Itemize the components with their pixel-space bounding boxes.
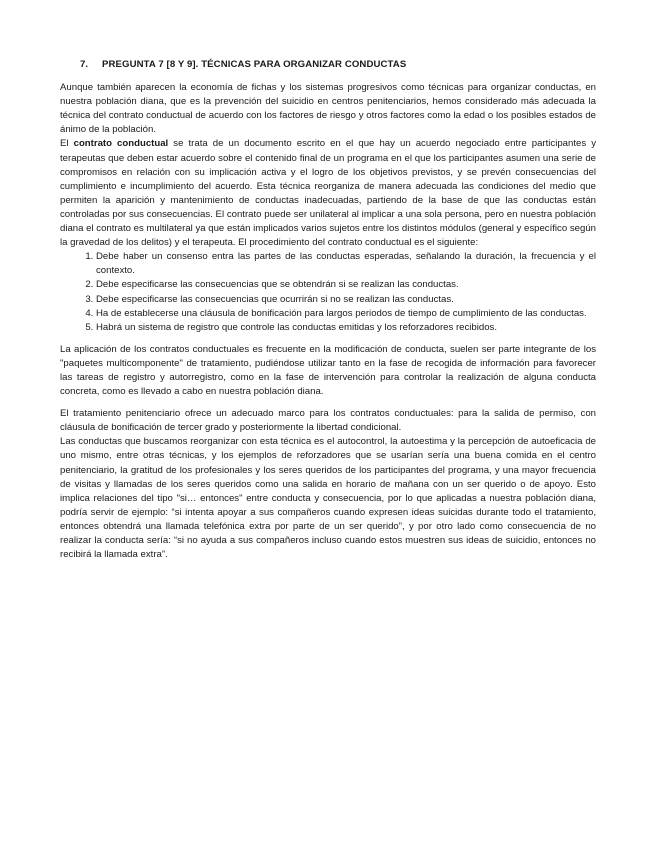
list-item: 1. Debe haber un consenso entra las partes de las conductas esperadas, señalando la duración, la frecuencia y el contexto.	[96, 250, 596, 278]
intro-paragraph: Aunque también aparecen la economía de fichas y los sistemas progresivos como técnicas para organizar conductas, en nuestra población diana, que es la prevención del suicidio en centros penitenciarios, hemos considerado más adecuada la técnica del contrato conductual de acuerdo con los factores de riesgo y otros factores como la edad o los posibles estados de ánimo de la población.	[60, 82, 596, 136]
behaviors-paragraph: Las conductas que buscamos reorganizar con esta técnica es el autocontrol, la autoestima y la percepción de autoeficacia de uno mismo, entre otras técnicas, y los ejemplos de reforzadores que se usarían sería una buena comida en el centro penitenciario, la gratitud de los profesionales y los seres queridos de los participantes del programa, y una mayor frecuencia de visitas y llamadas de los seres queridos como una salida en horario de mañana con un ser querido o de apoyo. Esto implica relaciones del tipo "si… entonces" entre conducta y consecuencia, por lo que aplicadas a nuestra población diana, podría servir de ejemplo: “si intenta apoyar a sus compañeros cuando expresen ideas suicidas durante todo el tratamiento, entonces obtendrá una llamada telefónica extra por parte de un ser querido”, y por otro lado como consecuencia de no realizar la conducta sería: “si no ayuda a sus compañeros incluso cuando estos muestren sus ideas de suicidio, entonces no recibirá la llamada extra”.	[60, 436, 596, 561]
paragraph-body: se trata de un documento escrito en el que hay un acuerdo negociado entre participantes y terapeutas que deben estar acuerdo sobre el contenido final de un programa en el que los participantes asumen una serie de compromisos en relación con su implicación activa y el logro de los objetivos previstos, y se prevén consecuencias del cumplimiento e incumplimiento del acuerdo. Esta técnica reorganiza de manera adecuada las condiciones del medio que permiten la aparición y mantenimiento de conductas inadecuadas, partiendo de la base de que las conductas están controladas por sus consecuencias. El contrato puede ser unilateral al implicar a una sola persona, pero en nuestra población diana el contrato es multilateral ya que están implicados varios sujetos entre los distintos módulos (general y específico según la gravedad de los delitos) y el terapeuta. El procedimiento del contrato conductual es el siguiente:	[60, 138, 596, 249]
penitentiary-paragraph: El tratamiento penitenciario ofrece un adecuado marco para los contratos conductuales: para la salida de permiso, con cláusula de bonificación de tercer grado y posteriormente la libertad condicional.	[60, 408, 596, 434]
document-body	[60, 58, 596, 562]
contract-definition-paragraph	[60, 137, 596, 250]
bold-term: contrato conductual	[73, 138, 169, 150]
paragraph-prefix: El	[60, 138, 74, 150]
list-item: 3. Debe especificarse las consecuencias que ocurrirán si no se realizan las conductas.	[96, 293, 596, 307]
section-heading	[80, 58, 596, 72]
procedure-list	[60, 250, 596, 335]
list-item: 5. Habrá un sistema de registro que controle las conductas emitidas y los reforzadores recibidos.	[96, 321, 596, 335]
application-paragraph: La aplicación de los contratos conductuales es frecuente en la modificación de conducta, suelen ser parte integrante de los "paquetes multicomponente" de tratamiento, pudiéndose utilizar tanto en la fase de recogida de información para favorecer las tareas de registro y autorregistro, como en la fase de intervención para controlar la realización de alguna conducta concreta, como es llevado a cabo en nuestra población diana.	[60, 343, 596, 398]
list-item: 4. Ha de establecerse una cláusula de bonificación para largos periodos de tiempo de cumplimiento de las conductas.	[96, 307, 596, 321]
list-item: 2. Debe especificarse las consecuencias que se obtendrán si se realizan las conductas.	[96, 278, 596, 292]
section-title: PREGUNTA 7 [8 Y 9]. TÉCNICAS PARA ORGANIZAR CONDUCTAS	[102, 59, 407, 70]
section-number: 7.	[80, 59, 89, 70]
